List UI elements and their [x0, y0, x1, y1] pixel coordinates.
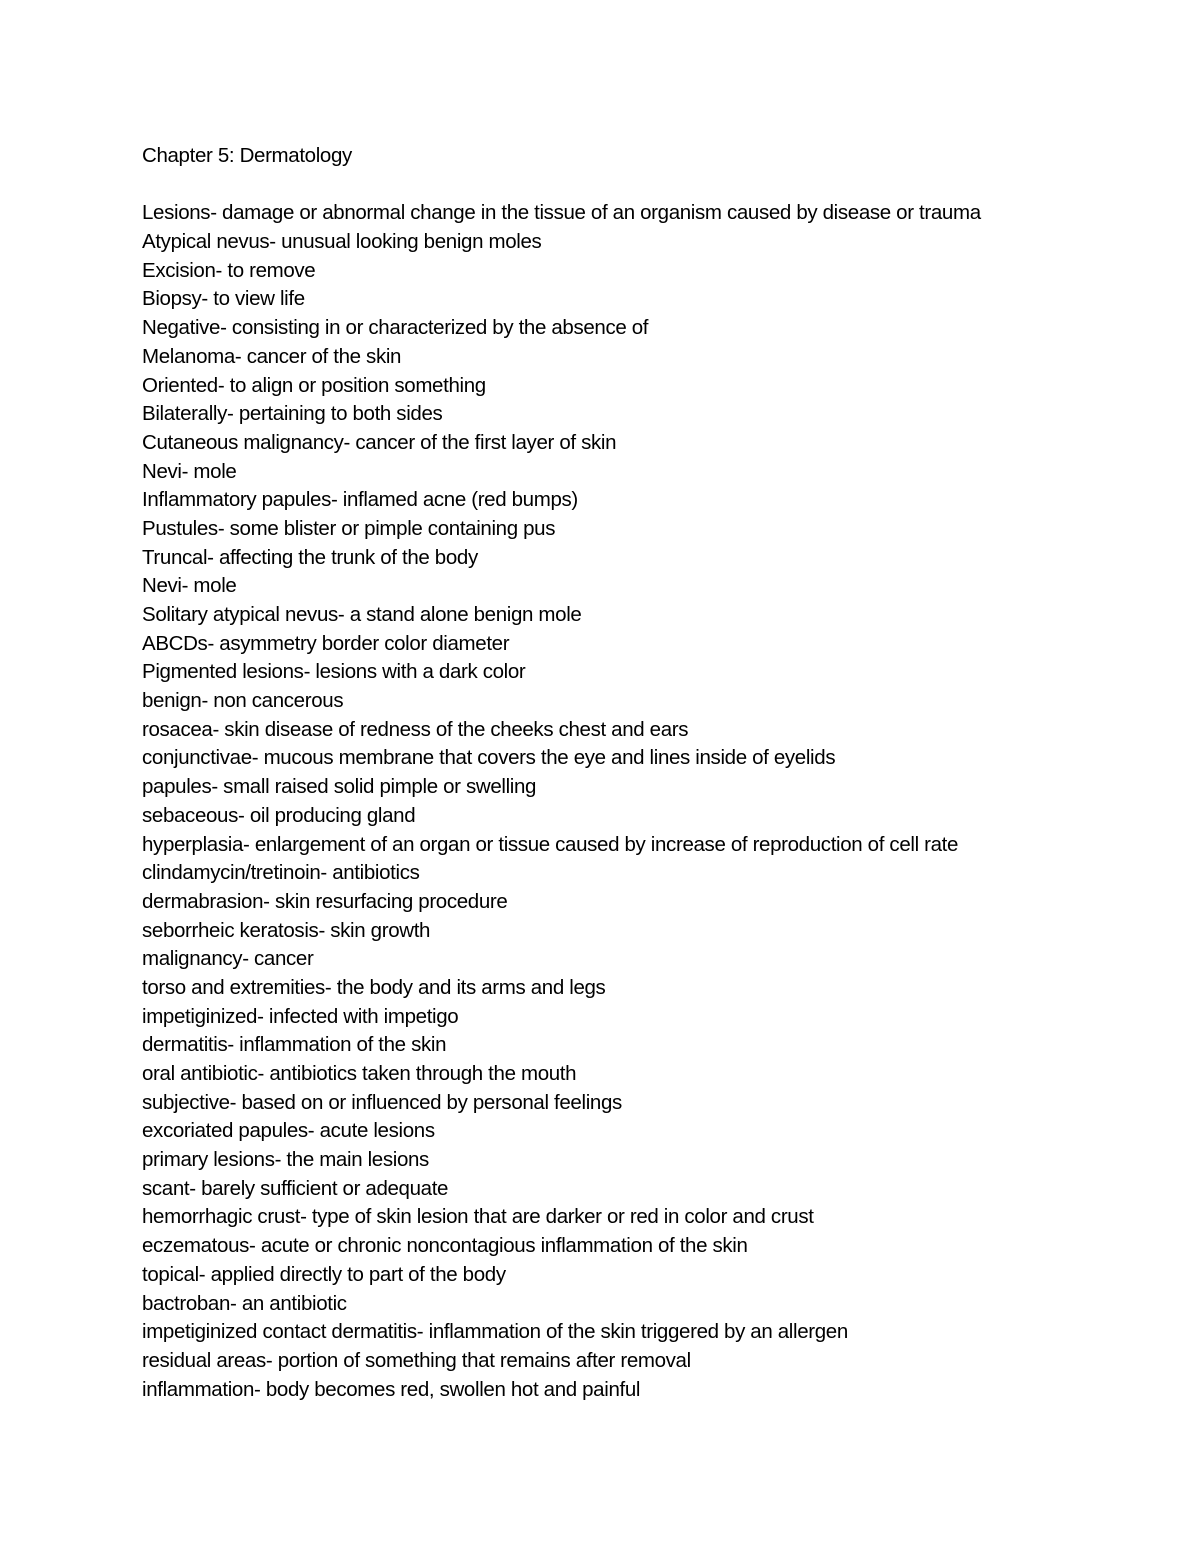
glossary-entry: malignancy- cancer: [142, 947, 314, 971]
glossary-entry: Lesions- damage or abnormal change in the tissue of an organism caused by disease or trauma: [142, 201, 981, 225]
glossary-entry: hemorrhagic crust- type of skin lesion that are darker or red in color and crust: [142, 1205, 814, 1229]
page-title: Chapter 5: Dermatology: [142, 144, 352, 167]
document-body: [142, 142, 1162, 1404]
glossary-entry: Oriented- to align or position something: [142, 373, 486, 397]
glossary-entry: Truncal- affecting the trunk of the body: [142, 545, 478, 569]
glossary-entry: primary lesions- the main lesions: [142, 1148, 429, 1172]
glossary-entry: Pustules- some blister or pimple containing pus: [142, 516, 556, 540]
glossary-entry: inflammation- body becomes red, swollen hot and painful: [142, 1377, 641, 1401]
glossary-entry: Solitary atypical nevus- a stand alone benign mole: [142, 603, 582, 626]
glossary-entry: bactroban- an antibiotic: [142, 1291, 347, 1315]
glossary-entry: Atypical nevus- unusual looking benign moles: [142, 230, 542, 254]
glossary-entry: conjunctivae- mucous membrane that covers the eye and lines inside of eyelids: [142, 746, 836, 770]
blank-line: [142, 171, 1162, 200]
glossary-entry: Pigmented lesions- lesions with a dark color: [142, 660, 526, 684]
glossary-entry: impetiginized- infected with impetigo: [142, 1004, 459, 1028]
glossary-entry: residual areas- portion of something that remains after removal: [142, 1348, 691, 1372]
glossary-entry: dermatitis- inflammation of the skin: [142, 1033, 447, 1057]
glossary-entry: eczematous- acute or chronic noncontagious inflammation of the skin: [142, 1234, 748, 1258]
glossary-entry: dermabrasion- skin resurfacing procedure: [142, 889, 508, 913]
glossary-entry: impetiginized contact dermatitis- inflammation of the skin triggered by an allergen: [142, 1320, 848, 1344]
glossary-entry: hyperplasia- enlargement of an organ or tissue caused by increase of reproduction of cell rate: [142, 832, 959, 856]
glossary-entry: ABCDs- asymmetry border color diameter: [142, 631, 510, 655]
glossary-entry: scant- barely sufficient or adequate: [142, 1176, 449, 1200]
glossary-entry: clindamycin/tretinoin- antibiotics: [142, 861, 420, 885]
glossary-entry: Nevi- mole: [142, 574, 237, 598]
glossary-entry: papules- small raised solid pimple or swelling: [142, 775, 537, 799]
glossary-entry: Nevi- mole: [142, 459, 237, 483]
glossary-entry: Negative- consisting in or characterized by the absence of: [142, 316, 649, 340]
glossary-entry: benign- non cancerous: [142, 689, 344, 713]
glossary-entry: seborrheic keratosis- skin growth: [142, 918, 431, 942]
glossary-entry: Inflammatory papules- inflamed acne (red bumps): [142, 488, 578, 512]
glossary-entry: Excision- to remove: [142, 258, 316, 282]
glossary-entry: torso and extremities- the body and its arms and legs: [142, 975, 606, 999]
glossary-entry: topical- applied directly to part of the body: [142, 1262, 506, 1286]
glossary-entry: Bilaterally- pertaining to both sides: [142, 402, 443, 426]
glossary-entry: Melanoma- cancer of the skin: [142, 344, 402, 368]
glossary-entry: rosacea- skin disease of redness of the cheeks chest and ears: [142, 717, 689, 741]
glossary-entry: excoriated papules- acute lesions: [142, 1119, 435, 1143]
glossary-entry: oral antibiotic- antibiotics taken through the mouth: [142, 1062, 577, 1085]
glossary-entry: Biopsy- to view life: [142, 287, 305, 311]
glossary-entry: Cutaneous malignancy- cancer of the first layer of skin: [142, 430, 617, 454]
glossary-list: [142, 199, 1162, 1404]
glossary-entry: sebaceous- oil producing gland: [142, 803, 416, 827]
glossary-entry: subjective- based on or influenced by personal feelings: [142, 1090, 622, 1114]
